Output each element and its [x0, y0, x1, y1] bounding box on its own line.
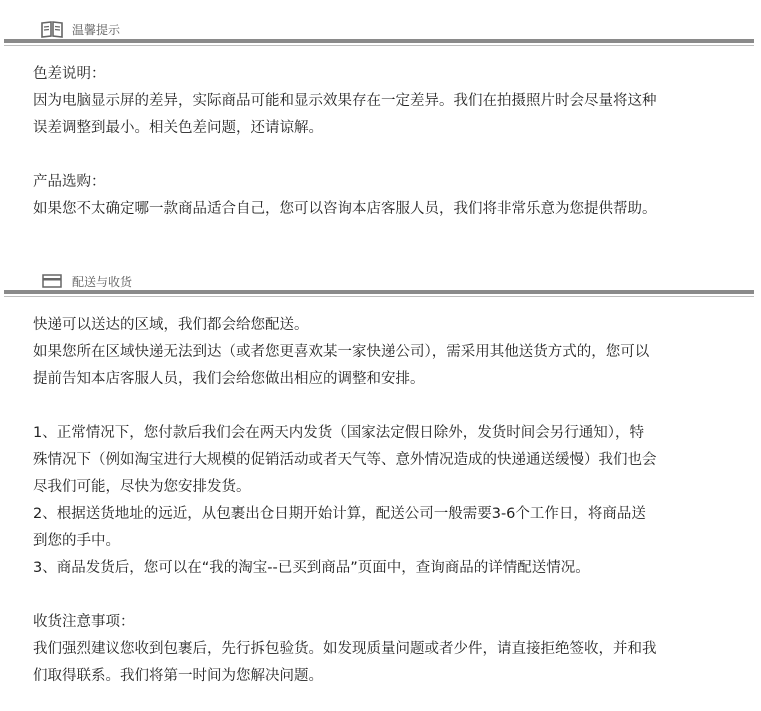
tips-content	[33, 61, 733, 223]
delivery-rule-line: 到您的手中。	[33, 533, 120, 549]
tips-divider-thin	[4, 45, 754, 46]
product-select-line: 如果您不太确定哪一款商品适合自己，您可以咨询本店客服人员，我们将非常乐意为您提供帮助。	[33, 201, 657, 217]
delivery-intro-line: 如果您所在区域快递无法到达（或者您更喜欢某一家快递公司），需采用其他送货方式的，您可以	[33, 344, 650, 360]
tips-divider-thick	[4, 39, 754, 43]
shipping-divider-thin	[4, 296, 754, 297]
shipping-content	[33, 312, 733, 690]
receipt-notes-heading: 收货注意事项：	[33, 614, 135, 630]
card-icon	[42, 274, 62, 288]
book-icon	[40, 20, 64, 38]
color-note-line: 因为电脑显示屏的差异，实际商品可能和显示效果存在一定差异。我们在拍摄照片时会尽量将这种	[33, 93, 657, 109]
delivery-intro-line: 提前告知本店客服人员，我们会给您做出相应的调整和安排。	[33, 371, 425, 387]
delivery-rule-line: 尽我们可能，尽快为您安排发货。	[33, 479, 251, 495]
receipt-notes-line: 们取得联系。我们将第一时间为您解决问题。	[33, 668, 323, 684]
tips-section-title: 温馨提示	[72, 23, 121, 37]
receipt-notes-line: 我们强烈建议您收到包裹后，先行拆包验货。如发现质量问题或者少件，请直接拒绝签收，并和我	[33, 641, 657, 657]
delivery-rule-line: 1、正常情况下，您付款后我们会在两天内发货（国家法定假日除外，发货时间会另行通知），特	[33, 425, 644, 441]
tips-section-header	[0, 0, 761, 50]
delivery-intro-line: 快递可以送达的区域，我们都会给您配送。	[33, 317, 309, 333]
color-note-line: 误差调整到最小。相关色差问题，还请谅解。	[33, 120, 323, 136]
shipping-divider-thick	[4, 290, 754, 294]
shipping-section-header	[0, 262, 761, 302]
shipping-section-title: 配送与收货	[72, 275, 133, 289]
delivery-rule-line: 殊情况下（例如淘宝进行大规模的促销活动或者天气等、意外情况造成的快递通送缓慢）我们也会	[33, 452, 657, 468]
product-select-heading: 产品选购：	[33, 174, 106, 190]
color-note-heading: 色差说明：	[33, 66, 106, 82]
delivery-rule-line: 2、根据送货地址的远近，从包裹出仓日期开始计算，配送公司一般需要3-6个工作日，将商品送	[33, 506, 646, 522]
delivery-rule-line: 3、商品发货后，您可以在“我的淘宝--已买到商品”页面中，查询商品的详情配送情况。	[33, 560, 590, 576]
